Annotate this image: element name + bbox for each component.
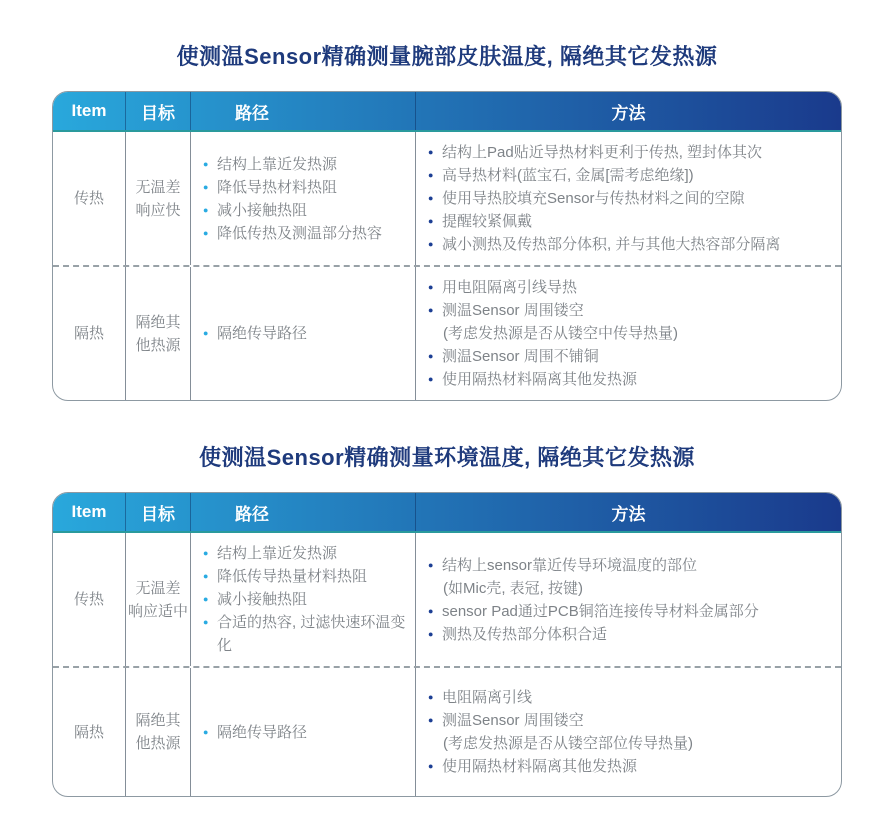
path-bullet-list (203, 153, 382, 245)
method-bullet-item: ● 用电阻隔离引线导热 (428, 276, 678, 299)
method-bullet-list (428, 686, 693, 778)
bullet-dot-icon: ● (203, 204, 209, 215)
method-bullet-item: ● 电阻隔离引线 (428, 686, 693, 709)
section-title: 使测温Sensor精确测量环境温度, 隔绝其它发热源 (199, 445, 695, 470)
path-bullet-item: ● 降低传导热量材料热阻 (203, 565, 409, 588)
table-row (53, 533, 841, 666)
goal-text: 隔绝其 他热源 (135, 712, 181, 752)
path-bullet-item: ● 降低传热及测温部分热容 (203, 222, 382, 245)
method-bullet-list (428, 276, 678, 391)
path-cell (190, 533, 415, 666)
method-bullet-item: ● 结构上Pad贴近导热材料更利于传热, 塑封体其次 (428, 141, 780, 164)
bullet-note: (如Mic壳, 表冠, 按键) (443, 579, 583, 597)
item-cell: 隔热 (73, 723, 104, 741)
bullet-note: (考虑发热源是否从镂空部位传导热量) (443, 735, 693, 752)
goal-text: 无温差 响应适中 (128, 579, 189, 620)
table-body (53, 132, 841, 400)
method-bullet-item: ● 使用导热胶填充Sensor与传热材料之间的空隙 (428, 187, 780, 210)
bullet-dot-icon: ● (203, 594, 209, 604)
bullet-dot-icon: ● (203, 328, 209, 338)
section-ambient-temperature (0, 441, 894, 797)
bullet-dot-icon: ● (203, 617, 209, 627)
column-header: 目标 (125, 92, 190, 130)
method-bullet-item: ● 测温Sensor 周围镂空 (考虑发热源是否从镂空部位传导热量) (428, 709, 693, 755)
method-bullet-item: ● 结构上sensor靠近传导环境温度的部位 (如Mic壳, 表冠, 按键) (428, 554, 759, 600)
path-bullet-item: ● 减小接触热阻 (203, 199, 382, 222)
path-cell (190, 267, 415, 400)
path-bullet-item: ● 合适的热容, 过滤快速环温变化 (203, 611, 409, 657)
method-bullet-list (428, 554, 759, 646)
column-header: 方法 (415, 493, 841, 531)
bullet-dot-icon: ● (428, 282, 434, 292)
bullet-dot-icon: ● (203, 227, 209, 238)
bullet-note: (考虑发热源是否从镂空中传导热量) (443, 325, 678, 342)
table-row (53, 132, 841, 265)
path-bullet-item: ● 结构上靠近发热源 (203, 542, 409, 565)
method-bullet-item: ● 减小测热及传热部分体积, 并与其他大热容部分隔离 (428, 233, 780, 256)
path-cell (190, 668, 415, 796)
bullet-dot-icon: ● (428, 239, 434, 249)
item-cell: 隔热 (73, 325, 104, 342)
item-cell: 传热 (73, 190, 104, 207)
bullet-dot-icon: ● (428, 605, 434, 616)
path-bullet-list (203, 721, 307, 744)
method-cell (415, 267, 841, 400)
bullet-dot-icon: ● (203, 548, 209, 558)
item-cell: 传热 (73, 591, 104, 608)
bullet-dot-icon: ● (428, 216, 434, 226)
method-bullet-list (428, 141, 780, 256)
method-bullet-item: ● 测热及传热部分体积合适 (428, 623, 759, 646)
method-cell (415, 132, 841, 265)
section-title: 使测温Sensor精确测量腕部皮肤温度, 隔绝其它发热源 (176, 44, 718, 69)
path-bullet-list (203, 542, 409, 657)
bullet-dot-icon: ● (428, 351, 434, 361)
method-bullet-item: ● 测温Sensor 周围镂空 (考虑发热源是否从镂空中传导热量) (428, 299, 678, 345)
bullet-dot-icon: ● (428, 374, 434, 384)
column-header: Item (71, 101, 107, 120)
bullet-dot-icon: ● (428, 170, 434, 180)
path-cell (190, 132, 415, 265)
table-header-row (53, 493, 841, 533)
path-bullet-item: ● 结构上靠近发热源 (203, 153, 382, 176)
bullet-dot-icon: ● (428, 193, 434, 203)
column-header: 方法 (415, 92, 841, 130)
method-bullet-item: ● sensor Pad通过PCB铜箔连接传导材料金属部分 (428, 600, 759, 623)
bullet-dot-icon: ● (428, 305, 434, 315)
path-bullet-item: ● 隔绝传导路径 (203, 322, 307, 345)
goal-cell (125, 533, 190, 666)
wrist-temperature-table (52, 91, 842, 401)
method-bullet-item: ● 提醒较紧佩戴 (428, 210, 780, 233)
table-row (53, 666, 841, 796)
goal-cell (125, 132, 190, 265)
goal-text: 无温差 响应快 (135, 178, 181, 219)
bullet-dot-icon: ● (428, 559, 434, 570)
path-bullet-item: ● 减小接触热阻 (203, 588, 409, 611)
method-cell (415, 533, 841, 666)
goal-text: 隔绝其 他热源 (135, 313, 181, 354)
bullet-dot-icon: ● (428, 628, 434, 639)
table-row (53, 265, 841, 400)
table-body (53, 533, 841, 796)
bullet-dot-icon: ● (428, 692, 434, 702)
method-bullet-item: ● 高导热材料(蓝宝石, 金属[需考虑绝缘]) (428, 164, 780, 187)
method-cell (415, 668, 841, 796)
goal-cell (125, 267, 190, 400)
path-bullet-list (203, 322, 307, 345)
section-wrist-skin-temperature (0, 40, 894, 401)
table-header-row (53, 92, 841, 132)
column-header: Item (71, 502, 107, 521)
bullet-dot-icon: ● (428, 147, 434, 157)
bullet-dot-icon: ● (203, 571, 209, 581)
path-bullet-item: ● 隔绝传导路径 (203, 721, 307, 744)
goal-cell (125, 668, 190, 796)
bullet-dot-icon: ● (428, 715, 434, 725)
path-bullet-item: ● 降低导热材料热阻 (203, 176, 382, 199)
ambient-temperature-table (52, 492, 842, 797)
bullet-dot-icon: ● (203, 158, 209, 169)
method-bullet-item: ● 使用隔热材料隔离其他发热源 (428, 755, 693, 778)
method-bullet-item: ● 测温Sensor 周围不铺铜 (428, 345, 678, 368)
column-header: 目标 (125, 493, 190, 531)
column-header: 路径 (190, 92, 415, 130)
bullet-dot-icon: ● (203, 726, 209, 737)
method-bullet-item: ● 使用隔热材料隔离其他发热源 (428, 368, 678, 391)
bullet-dot-icon: ● (428, 761, 434, 771)
column-header: 路径 (190, 493, 415, 531)
bullet-dot-icon: ● (203, 181, 209, 192)
